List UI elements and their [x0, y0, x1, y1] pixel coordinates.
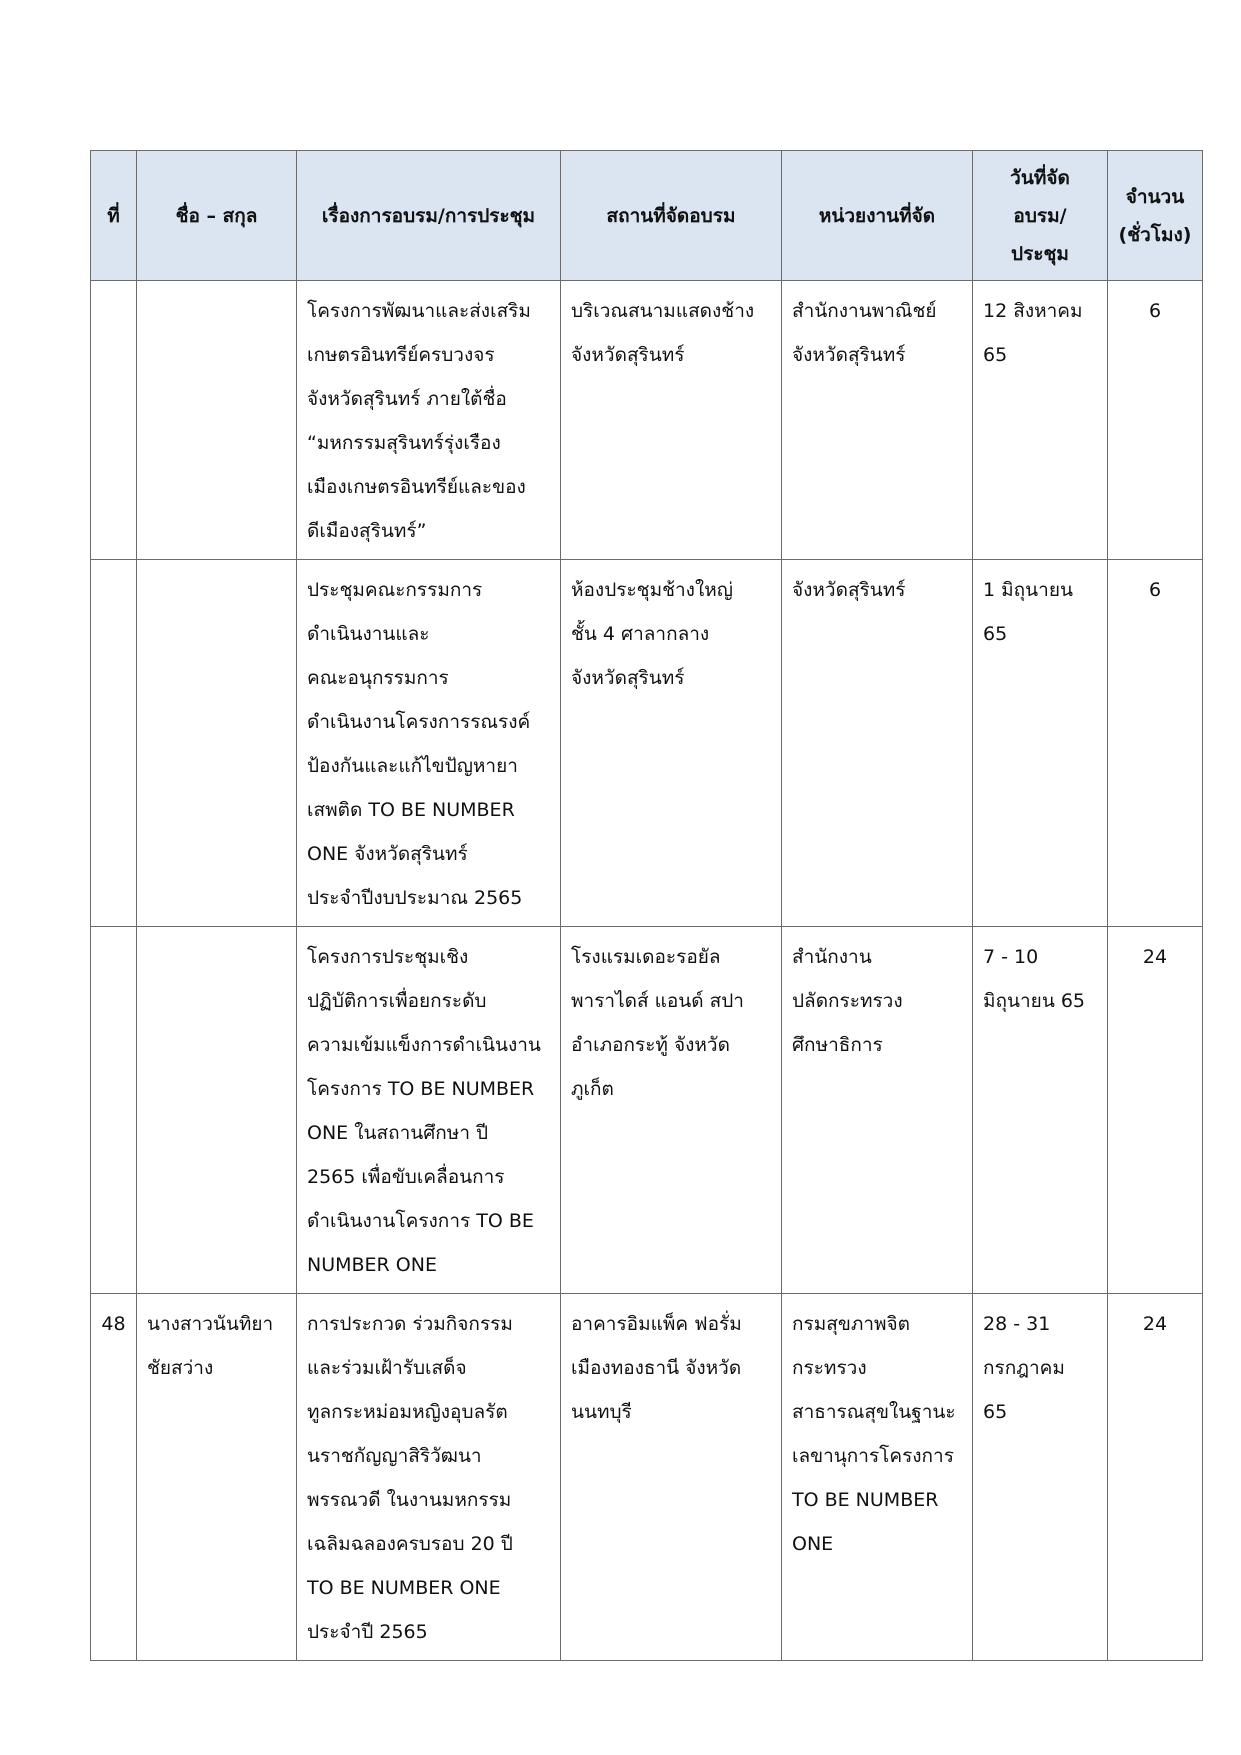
header-topic: เรื่องการอบรม/การประชุม: [297, 151, 561, 281]
cell-no: [91, 281, 137, 560]
table-row: [91, 927, 1203, 1294]
cell-hours: 24: [1108, 927, 1203, 1294]
cell-organizer: สำนักงาน ปลัดกระทรวง ศึกษาธิการ: [782, 927, 973, 1294]
cell-venue: ห้องประชุมช้างใหญ่ ชั้น 4 ศาลากลาง จังหวัดสุรินทร์: [561, 560, 782, 927]
cell-venue: บริเวณสนามแสดงช้าง จังหวัดสุรินทร์: [561, 281, 782, 560]
table-row: [91, 1294, 1203, 1661]
cell-venue: โรงแรมเดอะรอยัล พาราไดส์ แอนด์ สปา อำเภอกระทู้ จังหวัด ภูเก็ต: [561, 927, 782, 1294]
cell-organizer: จังหวัดสุรินทร์: [782, 560, 973, 927]
cell-name: [137, 281, 297, 560]
cell-no: [91, 927, 137, 1294]
cell-name: [137, 927, 297, 1294]
cell-name: [137, 560, 297, 927]
cell-name: นางสาวนันทิยา ชัยสว่าง: [137, 1294, 297, 1661]
cell-date: 7 - 10 มิถุนายน 65: [973, 927, 1108, 1294]
cell-no: [91, 560, 137, 927]
cell-topic: การประกวด ร่วมกิจกรรม และร่วมเฝ้ารับเสด็จ ทูลกระหม่อมหญิงอุบลรัต นราชกัญญาสิริวัฒนา พรรณวดี ในงานมหกรรม เฉลิมฉลองครบรอบ 20 ปี TO BE NUMBER ONE ประจำปี 2565: [297, 1294, 561, 1661]
header-organizer: หน่วยงานที่จัด: [782, 151, 973, 281]
cell-date: 12 สิงหาคม 65: [973, 281, 1108, 560]
header-hours: จำนวน (ชั่วโมง): [1108, 151, 1203, 281]
header-venue: สถานที่จัดอบรม: [561, 151, 782, 281]
cell-venue: อาคารอิมแพ็ค ฟอรั่ม เมืองทองธานี จังหวัด นนทบุรี: [561, 1294, 782, 1661]
cell-organizer: กรมสุขภาพจิต กระทรวง สาธารณสุขในฐานะ เลขานุการโครงการ TO BE NUMBER ONE: [782, 1294, 973, 1661]
cell-topic: โครงการประชุมเชิง ปฏิบัติการเพื่อยกระดับ ความเข้มแข็งการดำเนินงาน โครงการ TO BE NUMBER ONE ในสถานศึกษา ปี 2565 เพื่อขับเคลื่อนการ ดำเนินงานโครงการ TO BE NUMBER ONE: [297, 927, 561, 1294]
table-header-row: [91, 151, 1203, 281]
cell-no: 48: [91, 1294, 137, 1661]
header-name: ชื่อ – สกุล: [137, 151, 297, 281]
cell-hours: 6: [1108, 281, 1203, 560]
training-table: [90, 150, 1203, 1661]
cell-date: 1 มิถุนายน 65: [973, 560, 1108, 927]
table-row: [91, 560, 1203, 927]
cell-topic: โครงการพัฒนาและส่งเสริม เกษตรอินทรีย์ครบวงจร จังหวัดสุรินทร์ ภายใต้ชื่อ “มหกรรมสุรินทร์รุ่งเรือง เมืองเกษตรอินทรีย์และของ ดีเมืองสุรินทร์”: [297, 281, 561, 560]
cell-date: 28 - 31 กรกฎาคม 65: [973, 1294, 1108, 1661]
header-date: วันที่จัด อบรม/ ประชุม: [973, 151, 1108, 281]
cell-organizer: สำนักงานพาณิชย์ จังหวัดสุรินทร์: [782, 281, 973, 560]
cell-hours: 24: [1108, 1294, 1203, 1661]
cell-hours: 6: [1108, 560, 1203, 927]
cell-topic: ประชุมคณะกรรมการ ดำเนินงานและ คณะอนุกรรมการ ดำเนินงานโครงการรณรงค์ ป้องกันและแก้ไขปัญหายา เสพติด TO BE NUMBER ONE จังหวัดสุรินทร์ ประจำปีงบประมาณ 2565: [297, 560, 561, 927]
header-no: ที่: [91, 151, 137, 281]
table-row: [91, 281, 1203, 560]
